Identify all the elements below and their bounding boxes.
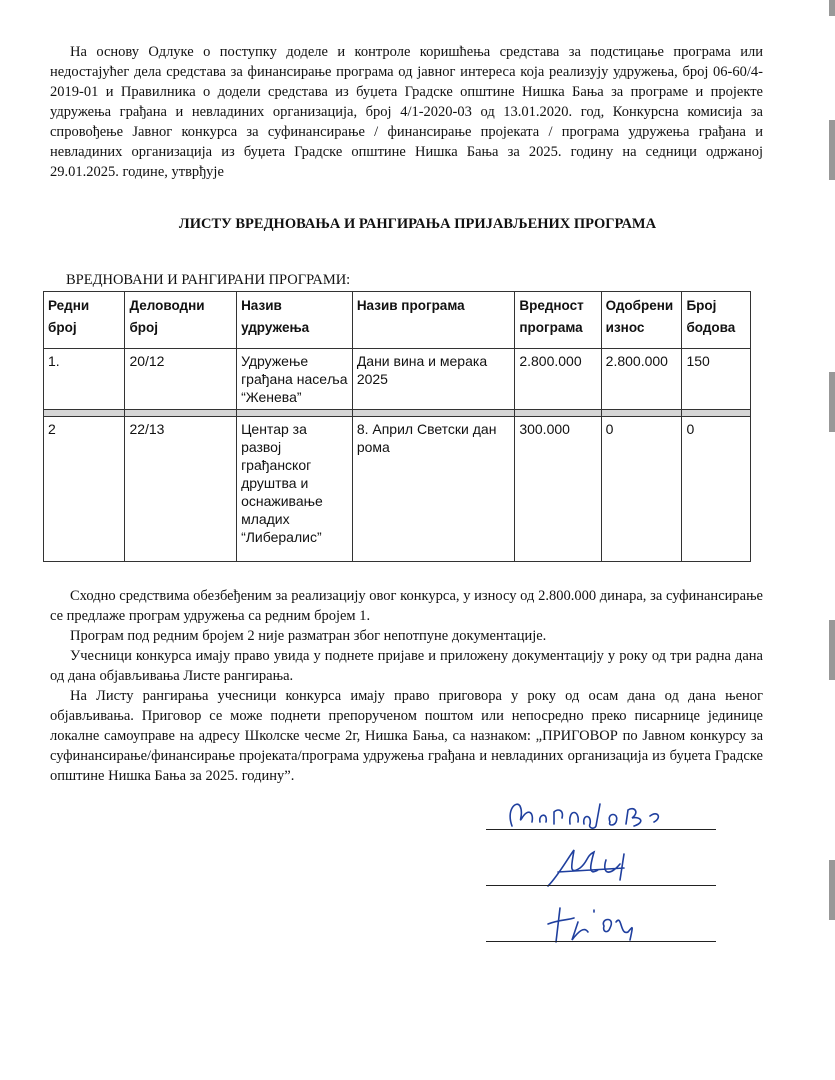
body-paragraphs [50,586,763,786]
cell-association: Центар за развој грађанског друштва и оснаживање младих “Либералис” [237,417,353,562]
document-title: ЛИСТУ ВРЕДНОВАЊА И РАНГИРАЊА ПРИЈАВЉЕНИХ ПРОГРАМА [178,216,657,232]
cell-program-value: 2.800.000 [515,349,601,410]
signature-line [486,941,716,942]
header-association: Назив удружења [237,292,353,349]
intro-paragraph: На основу Одлуке о поступку доделе и контроле коришћења средстава за подстицање програма или недостајућег дела средстава за финансирање програма од јавног интереса која реализују удружења, број 06-60/4-2019-01 и Правилника о додели средстава из буџета Градске општине Нишка Бања за програме и пројекте удружења грађана и невладиних организација, број 4/1-2020-03 од 13.01.2020. год, Конкурсна комисија за спровођење Јавног конкурса за суфинансирање / финансирање пројеката / програма удружења грађана и невладиних организација из буџета Градске општине Нишка Бања за 2025. годину на седници одржаној 29.01.2025. године, утврђује [50,44,763,180]
table-row [44,349,751,410]
cell-db: 22/13 [125,417,237,562]
cell-approved-amount: 0 [601,417,682,562]
cell-program-name: Дани вина и мерака 2025 [352,349,515,410]
paragraph-funding: Сходно средствима обезбеђеним за реализацију овог конкурса, у износу од 2.800.000 динара, за суфинансирање се предлаже програм удружења са редним бројем 1. [50,588,763,624]
scan-edge-mark [829,372,835,432]
table-header-row [44,292,751,349]
header-program-name: Назив програма [352,292,515,349]
spacer-cell [44,410,125,417]
spacer-cell [237,410,353,417]
signature-line [486,829,716,830]
header-points: Број бодова [682,292,751,349]
cell-points: 0 [682,417,751,562]
paragraph-objection-right: На Листу рангирања учесници конкурса имају право приговора у року од осам дана од дана њеног објављивања. Приговор се може поднети препорученом поштом или непосредно преко писарнице јединице локалне самоуправе на адресу Школске чесме 2г, Нишка Бања, са назнаком: „ПРИГОВОР по Јавном конкурсу за суфинансирање/финансирање пројеката/програма удружења грађана и невладиних организација из буџета Градске општине Нишка Бања за 2025. годину”. [50,688,763,784]
cell-program-value: 300.000 [515,417,601,562]
scan-edge-mark [829,620,835,680]
spacer-cell [125,410,237,417]
spacer-cell [682,410,751,417]
table-row [44,417,751,562]
paragraph-not-considered: Програм под редним бројем 2 није разматран због непотпуне документације. [70,628,547,644]
header-approved-amount: Одобрени износ [601,292,682,349]
spacer-cell [515,410,601,417]
cell-rb: 2 [44,417,125,562]
cell-points: 150 [682,349,751,410]
header-program-value: Вредност програма [515,292,601,349]
cell-db: 20/12 [125,349,237,410]
cell-association: Удружење грађана насеља “Женева” [237,349,353,410]
scan-edge-mark [829,120,835,180]
header-rb: Редни број [44,292,125,349]
signature-2 [528,846,668,888]
cell-rb: 1. [44,349,125,410]
ranking-table [43,291,751,562]
scan-edge-mark [829,860,835,920]
signature-line [486,885,716,886]
signature-1 [500,796,700,832]
paragraph-inspection-right: Учесници конкурса имају право увида у поднете пријаве и приложену документацију у року од три радна дана од дана објављивања Листе рангирања. [50,648,763,684]
table-spacer-row [44,410,751,417]
table-caption: ВРЕДНОВАНИ И РАНГИРАНИ ПРОГРАМИ: [66,272,351,288]
header-db: Деловодни број [125,292,237,349]
cell-program-name: 8. Април Светски дан рома [352,417,515,562]
signature-3 [538,902,668,946]
spacer-cell [601,410,682,417]
spacer-cell [352,410,515,417]
cell-approved-amount: 2.800.000 [601,349,682,410]
scan-edge-mark [829,0,835,16]
